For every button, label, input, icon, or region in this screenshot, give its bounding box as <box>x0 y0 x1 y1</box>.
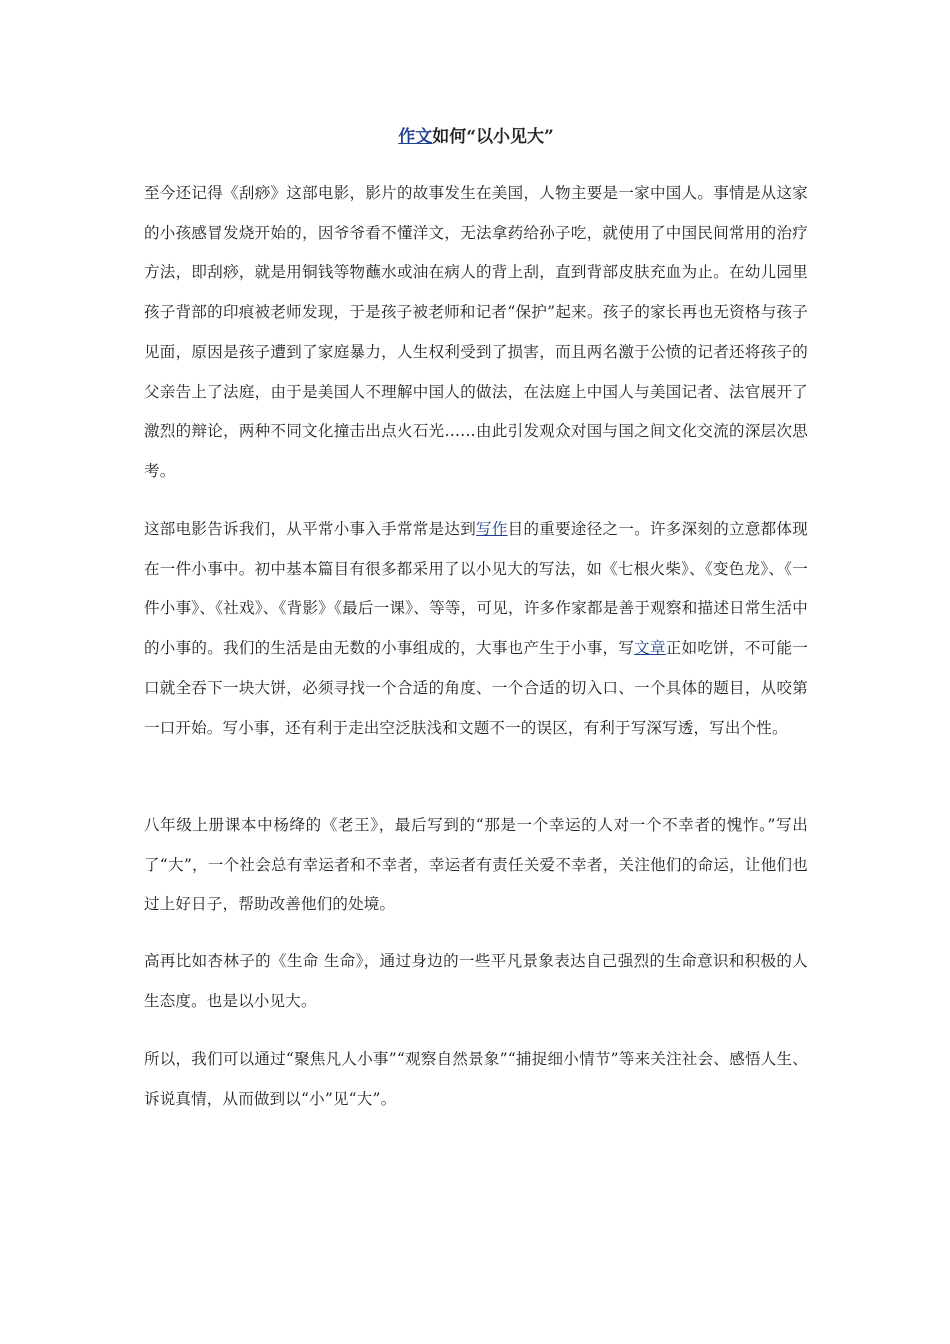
paragraph-2-text-c: 正如吃饼，不可能一口就全吞下一块大饼，必须寻找一个合适的角度、一个合适的切入口、一个具体的题目，从咬第一口开始。写小事，还有利于走出空泛肤浅和文题不一的误区，有利于写深写透，写出个性。 <box>144 639 808 737</box>
link-xiezuo[interactable]: 写作 <box>476 520 508 538</box>
paragraph-5: 所以，我们可以通过“聚焦凡人小事”“观察自然景象”“捕捉细小情节”等来关注社会、感悟人生、诉说真情，从而做到以“小”见“大”。 <box>144 1050 808 1108</box>
paragraph-2 <box>144 510 808 748</box>
paragraph-2-text-a: 这部电影告诉我们，从平常小事入手常常是达到 <box>144 520 477 538</box>
title-text: 如何“以小见大” <box>432 127 554 147</box>
paragraph-3: 八年级上册课本中杨绛的《老王》，最后写到的“那是一个幸运的人对一个不幸者的愧怍。”写出了“大”，一个社会总有幸运者和不幸者，幸运者有责任关爱不幸者，关注他们的命运，让他们也过上好日子，帮助改善他们的处境。 <box>144 816 808 914</box>
paragraph-2-text-b: 目的重要途径之一。许多深刻的立意都体现在一件小事中。初中基本篇目有很多都采用了以小见大的写法，如《七根火柴》、《变色龙》、《一件小事》、《社戏》、《背影》《最后一课》、等等，可见，许多作家都是善于观察和描述日常生活中的小事的。我们的生活是由无数的小事组成的，大事也产生于小事，写 <box>144 520 808 658</box>
paragraph-4: 高再比如杏林子的《生命 生命》，通过身边的一些平凡景象表达自己强烈的生命意识和积极的人生态度。也是以小见大。 <box>144 952 808 1010</box>
link-wenzhang[interactable]: 文章 <box>634 639 666 658</box>
page-title <box>144 124 808 150</box>
title-link-zuowen[interactable]: 作文 <box>398 127 433 147</box>
paragraph-1: 至今还记得《刮痧》这部电影，影片的故事发生在美国，人物主要是一家中国人。事情是从这家的小孩感冒发烧开始的，因爷爷看不懂洋文，无法拿药给孙子吃，就使用了中国民间常用的治疗方法，即刮痧，就是用铜钱等物蘸水或油在病人的背上刮，直到背部皮肤充血为止。在幼儿园里孩子背部的印痕被老师发现，于是孩子被老师和记者“保护”起来。孩子的家长再也无资格与孩子见面，原因是孩子遭到了家庭暴力，人生权利受到了损害，而且两名激于公愤的记者还将孩子的父亲告上了法庭，由于是美国人不理解中国人的做法，在法庭上中国人与美国记者、法官展开了激烈的辩论，两种不同文化撞击出点火石光……由此引发观众对国与国之间文化交流的深层次思考。 <box>144 184 808 480</box>
